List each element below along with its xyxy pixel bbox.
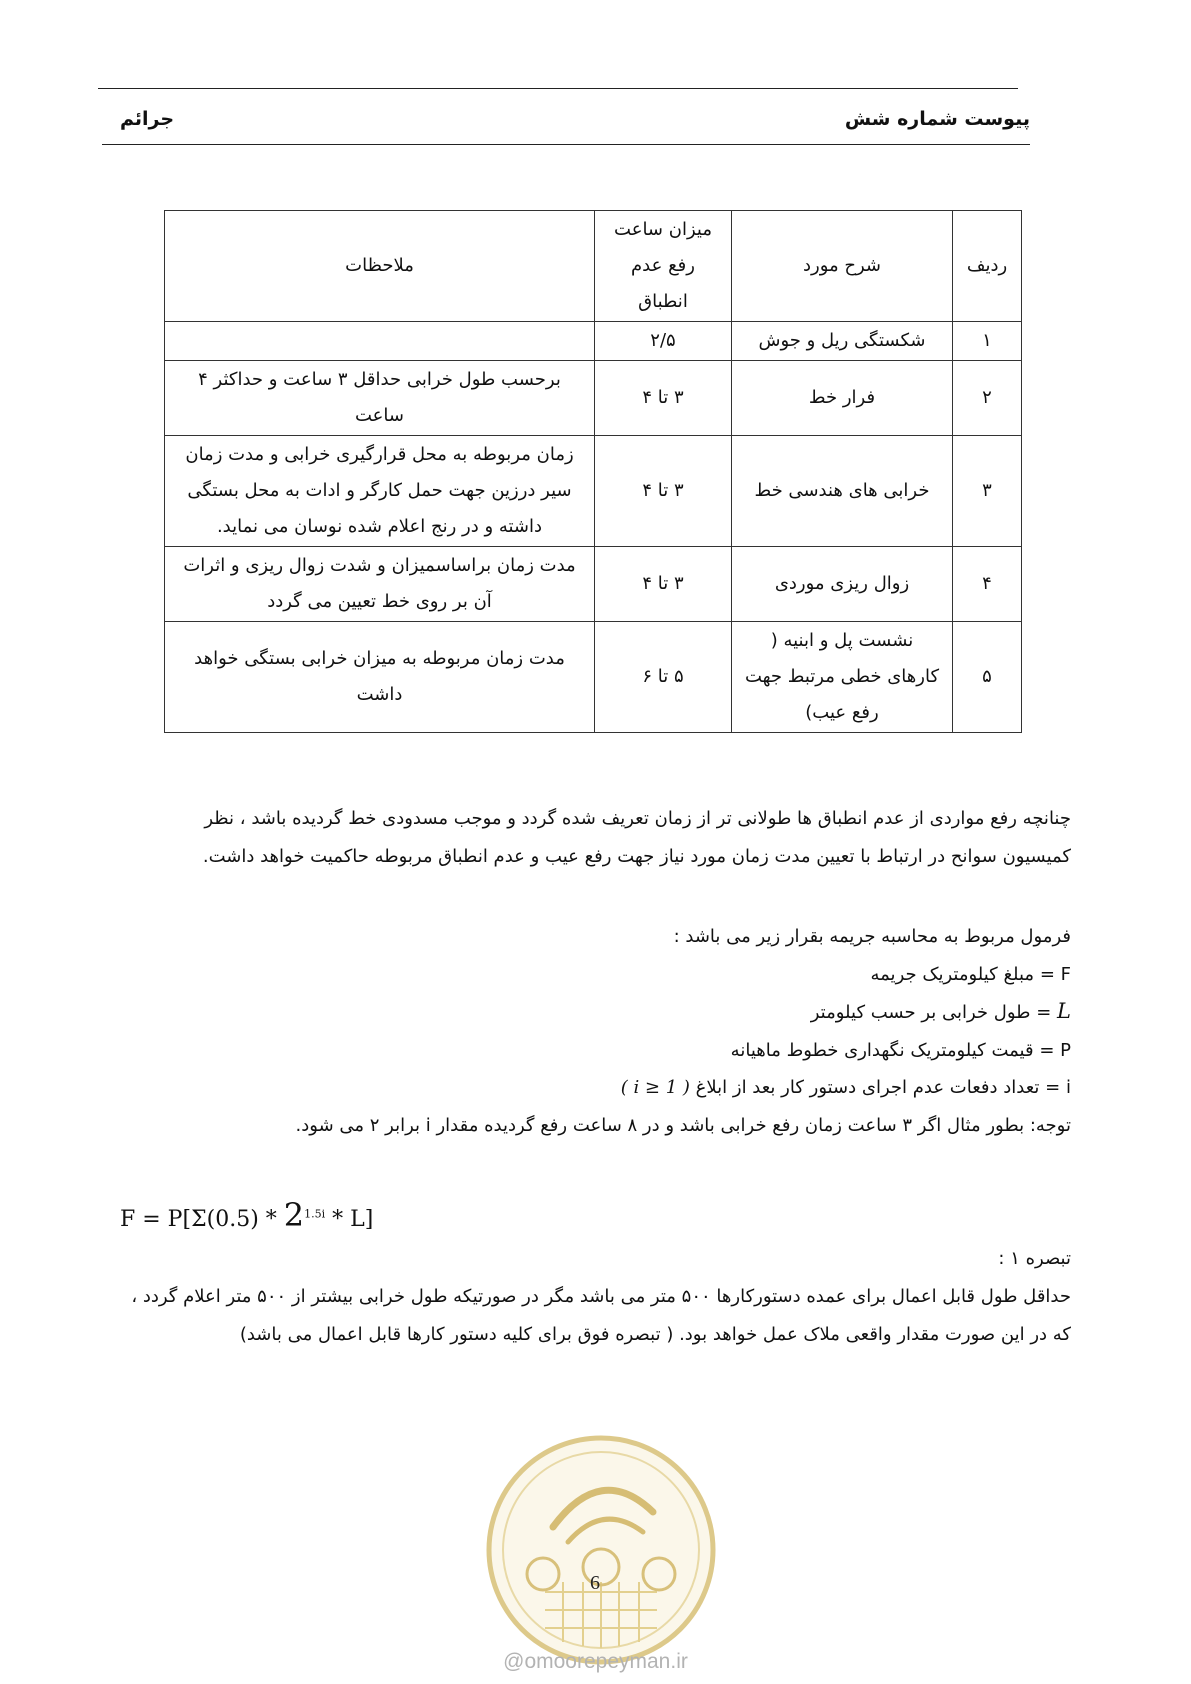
seal-watermark-icon — [483, 1432, 719, 1668]
def-eq: = — [1036, 1002, 1052, 1023]
def-eq: = — [1045, 1077, 1061, 1098]
row-desc: خرابی های هندسی خط — [732, 436, 953, 547]
header-hours: میزان ساعت رفع عدم انطباق — [595, 211, 732, 322]
row-desc: زوال ریزی موردی — [732, 547, 953, 622]
row-notes: مدت زمان مربوطه به میزان خرابی بستگی خواهد داشت — [165, 622, 595, 733]
page-number: 6 — [590, 1572, 600, 1594]
def-condition: ( i ≥ 1 ) — [620, 1077, 690, 1098]
header-notes: ملاحظات — [165, 211, 595, 322]
row-notes: برحسب طول خرابی حداقل ۳ ساعت و حداکثر ۴ ساعت — [165, 361, 595, 436]
table-row — [165, 361, 1022, 436]
row-radif: ۵ — [953, 622, 1022, 733]
def-symbol: i — [1065, 1077, 1071, 1098]
delay-paragraph: چنانچه رفع مواردی از عدم انطباق ها طولانی تر از زمان تعریف شده گردد و موجب مسدودی خط گردیده باشد ، نظر کمیسیون سوانح در ارتباط با تعیین مدت زمان مورد نیاز جهت رفع عیب و عدم انطباق مربوطه حاکمیت خواهد داشت. — [202, 808, 1071, 867]
definition-line — [200, 1032, 1071, 1070]
def-text: طول خرابی بر حسب کیلومتر — [810, 1002, 1031, 1023]
def-symbol: L — [1057, 999, 1071, 1023]
row-hours: ۲/۵ — [595, 322, 732, 361]
formula-base: 2 — [283, 1196, 305, 1234]
formula-lhs: F = P[Σ(0.5) * — [120, 1207, 277, 1232]
def-eq: = — [1039, 963, 1055, 985]
def-text: مبلغ کیلومتریک جریمه — [870, 963, 1035, 985]
definition-line — [200, 1069, 1071, 1107]
row-notes: مدت زمان براساسمیزان و شدت زوال ریزی و اثرات آن بر روی خط تعیین می گردد — [165, 547, 595, 622]
row-radif: ۲ — [953, 361, 1022, 436]
formula-rhs: * L] — [332, 1207, 374, 1232]
header-desc: شرح مورد — [732, 211, 953, 322]
def-symbol: F — [1060, 963, 1071, 985]
def-symbol: P — [1060, 1039, 1071, 1061]
note-line: توجه: بطور مثال اگر ۳ ساعت زمان رفع خرابی باشد و در ۸ ساعت رفع گردیده مقدار i برابر ۲ می شود. — [295, 1114, 1071, 1136]
definitions-block — [200, 918, 1071, 1144]
row-radif: ۳ — [953, 436, 1022, 547]
top-rule — [98, 88, 1018, 89]
table-row — [165, 322, 1022, 361]
header-rule — [102, 144, 1030, 145]
row-desc: شکستگی ریل و جوش — [732, 322, 953, 361]
table-header-row — [165, 211, 1022, 322]
definition-line — [200, 956, 1071, 994]
header-section: جرائم — [120, 108, 175, 130]
definition-line — [200, 993, 1071, 1032]
row-desc: فرار خط — [732, 361, 953, 436]
watermark-site: @omoorepeyman.ir — [503, 1650, 688, 1673]
row-radif: ۴ — [953, 547, 1022, 622]
def-text: قیمت کیلومتریک نگهداری خطوط ماهیانه — [730, 1039, 1034, 1061]
table-row — [165, 622, 1022, 733]
tabsareh-block — [112, 1240, 1071, 1354]
penalty-formula — [120, 1196, 373, 1234]
def-text: تعداد دفعات عدم اجرای دستور کار بعد از ابلاغ — [695, 1077, 1040, 1098]
formula-exponent: 1.5i — [304, 1207, 326, 1221]
header-title: پیوست شماره شش — [844, 108, 1030, 130]
row-radif: ۱ — [953, 322, 1022, 361]
row-hours: ۳ تا ۴ — [595, 547, 732, 622]
def-eq: = — [1039, 1039, 1055, 1061]
deficiency-table — [164, 210, 1022, 733]
row-desc: نشست پل و ابنیه ( کارهای خطی مرتبط جهت رفع عیب) — [732, 622, 953, 733]
row-hours: ۳ تا ۴ — [595, 436, 732, 547]
row-notes: زمان مربوطه به محل قرارگیری خرابی و مدت زمان سیر درزین جهت حمل کارگر و ادات به محل بستگی داشته و در رنج اعلام شده نوسان می نماید. — [165, 436, 595, 547]
formula-intro: فرمول مربوط به محاسبه جریمه بقرار زیر می باشد : — [673, 926, 1071, 947]
row-notes — [165, 322, 595, 361]
row-hours: ۳ تا ۴ — [595, 361, 732, 436]
header-radif: ردیف — [953, 211, 1022, 322]
row-hours: ۵ تا ۶ — [595, 622, 732, 733]
table-row — [165, 547, 1022, 622]
tabsareh-title: تبصره ۱ : — [998, 1248, 1071, 1269]
tabsareh-text: حداقل طول قابل اعمال برای عمده دستورکارها ۵۰۰ متر می باشد مگر در صورتیکه طول خرابی بیشتر از ۵۰۰ متر اعلام گردد ، که در این صورت مقدار واقعی ملاک عمل خواهد بود. ( تبصره فوق برای کلیه دستور کارها قابل اعمال می باشد) — [131, 1286, 1071, 1345]
table-row — [165, 436, 1022, 547]
